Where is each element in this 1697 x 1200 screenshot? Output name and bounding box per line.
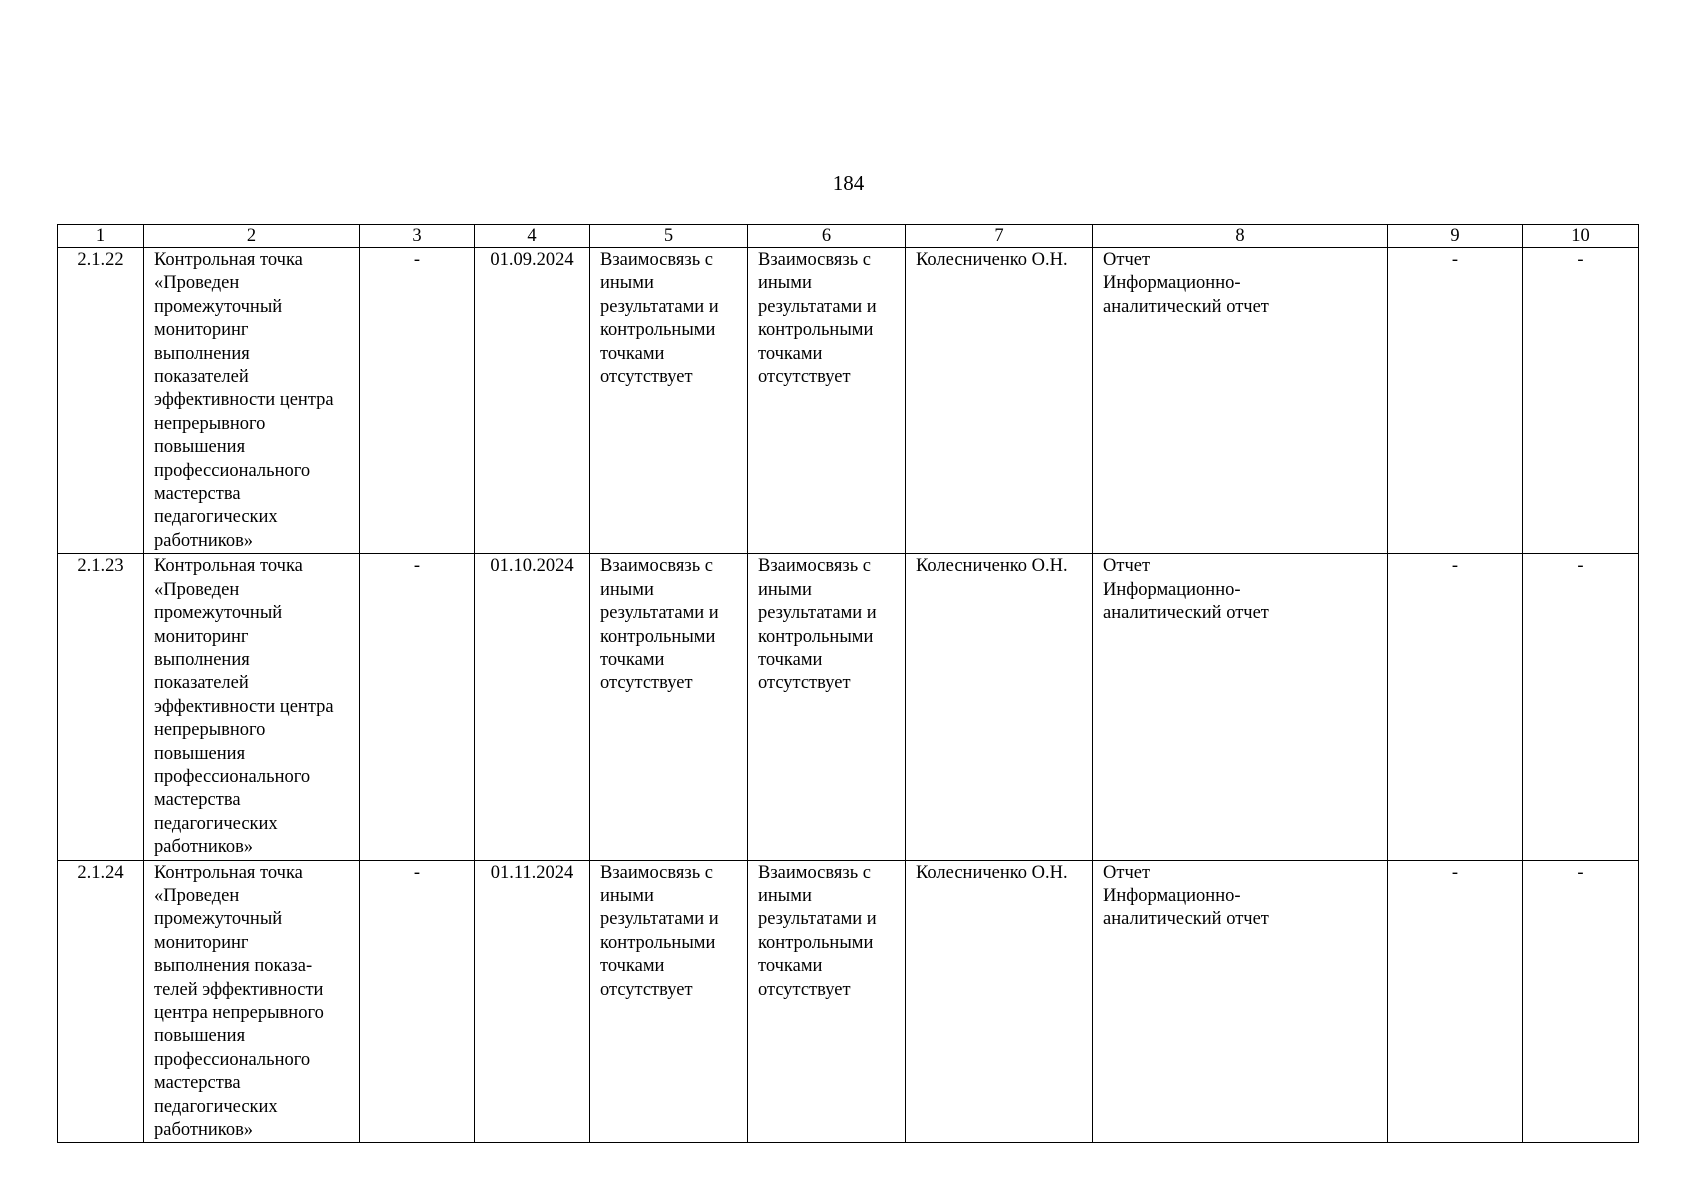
col10-value: -: [1523, 860, 1639, 1143]
document-type: Отчет Информационно- аналитический отчет: [1093, 248, 1388, 554]
relation-text: Взаимосвязь с иными результатами и контрольными точками отсутствует: [748, 860, 906, 1143]
col3-value: -: [360, 248, 475, 554]
col10-value: -: [1523, 248, 1639, 554]
relation-text: Взаимосвязь с иными результатами и контрольными точками отсутствует: [590, 860, 748, 1143]
column-number: 10: [1523, 225, 1639, 248]
relation-text: Взаимосвязь с иными результатами и контрольными точками отсутствует: [590, 248, 748, 554]
date-value: 01.11.2024: [475, 860, 590, 1143]
document-type: Отчет Информационно- аналитический отчет: [1093, 860, 1388, 1143]
column-number: 1: [58, 225, 144, 248]
column-number: 6: [748, 225, 906, 248]
relation-text: Взаимосвязь с иными результатами и контрольными точками отсутствует: [590, 554, 748, 860]
column-number: 7: [906, 225, 1093, 248]
row-id: 2.1.24: [58, 860, 144, 1143]
col9-value: -: [1388, 248, 1523, 554]
table-row: [58, 554, 1639, 860]
column-number: 5: [590, 225, 748, 248]
row-id: 2.1.23: [58, 554, 144, 860]
table-row: [58, 248, 1639, 554]
responsible-person: Колесниченко О.Н.: [906, 860, 1093, 1143]
column-number: 4: [475, 225, 590, 248]
column-number: 8: [1093, 225, 1388, 248]
control-point-name: Контрольная точка «Проведен промежуточный мониторинг выполнения показателей эффективности центра непрерывного повышения профессионального мастерства педагогических работников»: [144, 248, 360, 554]
responsible-person: Колесниченко О.Н.: [906, 248, 1093, 554]
date-value: 01.09.2024: [475, 248, 590, 554]
relation-text: Взаимосвязь с иными результатами и контрольными точками отсутствует: [748, 248, 906, 554]
column-number-row: [58, 225, 1639, 248]
control-point-name: Контрольная точка «Проведен промежуточный мониторинг выполнения показателей эффективности центра непрерывного повышения профессионального мастерства педагогических работников»: [144, 554, 360, 860]
document-type: Отчет Информационно- аналитический отчет: [1093, 554, 1388, 860]
table-row: [58, 860, 1639, 1143]
col9-value: -: [1388, 860, 1523, 1143]
page-number: 184: [832, 171, 865, 195]
control-point-name: Контрольная точка «Проведен промежуточный мониторинг выполнения показа- телей эффективности центра непрерывного повышения профессионального мастерства педагогических работников»: [144, 860, 360, 1143]
date-value: 01.10.2024: [475, 554, 590, 860]
col9-value: -: [1388, 554, 1523, 860]
column-number: 2: [144, 225, 360, 248]
column-number: 9: [1388, 225, 1523, 248]
relation-text: Взаимосвязь с иными результатами и контрольными точками отсутствует: [748, 554, 906, 860]
responsible-person: Колесниченко О.Н.: [906, 554, 1093, 860]
col3-value: -: [360, 860, 475, 1143]
column-number: 3: [360, 225, 475, 248]
col10-value: -: [1523, 554, 1639, 860]
col3-value: -: [360, 554, 475, 860]
control-points-table: [57, 224, 1639, 1143]
row-id: 2.1.22: [58, 248, 144, 554]
